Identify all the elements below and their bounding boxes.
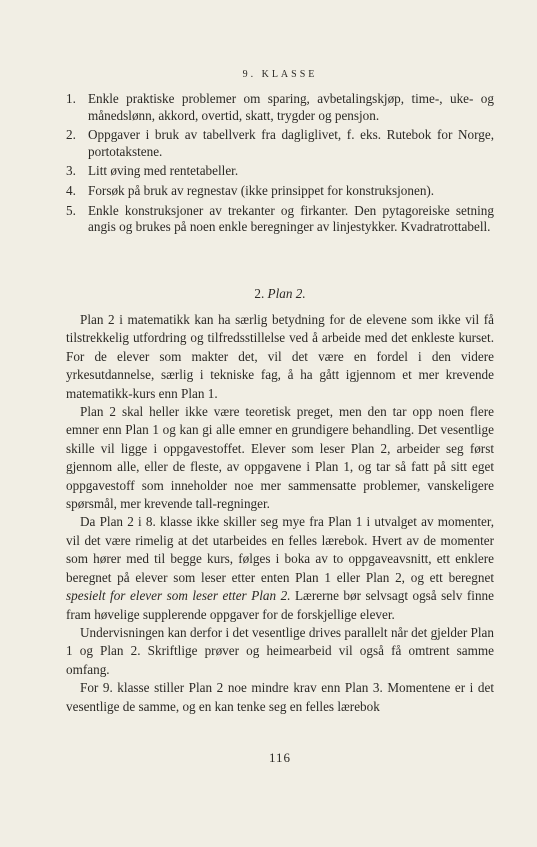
page-number: 116 <box>268 750 292 765</box>
section-heading <box>66 286 494 302</box>
list-item-number: 5. <box>66 202 76 218</box>
list-item-text: Enkle praktiske problemer om sparing, avbetalingskjøp, time-, uke- og månedslønn, akkord, overtid, skatt, trygder og pensjon. <box>88 91 494 123</box>
paragraph <box>66 513 494 623</box>
running-head: 9. KLASSE <box>242 69 318 80</box>
book-page <box>66 0 494 847</box>
list-item <box>66 127 494 160</box>
list-item <box>66 91 494 124</box>
topic-list <box>66 91 494 239</box>
section-title: Plan 2. <box>267 286 306 301</box>
body-text <box>66 311 494 716</box>
list-item-number: 4. <box>66 182 76 198</box>
list-item-number: 2. <box>66 127 76 143</box>
paragraph: Undervisningen kan derfor i det vesentlige drives parallelt når det gjelder Plan 1 og Plan 2. Skriftlige prøver og heimearbeid vil også få omtrent samme omfang. <box>66 624 494 677</box>
list-item <box>66 183 494 200</box>
list-item <box>66 203 494 236</box>
list-item-number: 1. <box>66 91 76 106</box>
list-item-text: Litt øving med rentetabeller. <box>88 163 239 179</box>
list-item <box>66 163 494 180</box>
emphasis-text: spesielt for elever som leser etter Plan 2. <box>66 588 291 604</box>
paragraph-text: Da Plan 2 i 8. klasse ikke skiller seg mye fra Plan 1 i utvalget av momenter, vil det være rimelig at det utarbeides en felles lærebok. Hvert av de momenter som hører med til begge kurs, følges i boka av to oppgaveavsnitt, ett enklere beregnet på elever som leser etter enten Plan 1 eller Plan 2, og ett beregnet <box>66 514 494 585</box>
paragraph: Plan 2 i matematikk kan ha særlig betydning for de elevene som ikke vil få tilstrekkelig utfordring og tilfredsstillelse ved å arbeide med det enkleste kurset. For de elever som makter det, vil det være en fordel i den videre yrkesutdannelse, særlig i tekniske fag, å ha gått igjennom et mer krevende matematikk-kurs enn Plan 1. <box>66 312 494 401</box>
list-item-text: Forsøk på bruk av regnestav (ikke prinsippet for konstruksjonen). <box>88 182 435 198</box>
paragraph: For 9. klasse stiller Plan 2 noe mindre krav enn Plan 3. Momentene er i det vesentlige de samme, og en kan tenke seg en felles lærebok <box>66 680 494 714</box>
paragraph-text: Lærerne bør selvsagt også selv finne fram høvelige supplerende oppgaver for de forskjellige elever. <box>66 588 494 622</box>
paragraph: Plan 2 skal heller ikke være teoretisk preget, men den tar opp noen flere emner enn Plan 1 og kan gi alle emner en grundigere behandling. Det vesentlige skille vil ligge i oppgavestoffet. Elever som leser Plan 2, arbeider seg først gjennom alle, eller de fleste, av oppgavene i Plan 1, og tar så fatt på sitt eget oppgavestoff som inneholder noe mer sammensatte problemer, vanskeligere spørsmål, mer krevende tall-regninger. <box>66 404 494 512</box>
list-item-text: Oppgaver i bruk av tabellverk fra dagliglivet, f. eks. Rutebok for Norge, portotakstene. <box>88 127 494 159</box>
list-item-text: Enkle konstruksjoner av trekanter og firkanter. Den pytagoreiske setning angis og brukes på noen enkle beregninger av linjestykker. Kvadratrottabell. <box>88 202 494 235</box>
section-number: 2. <box>254 286 265 301</box>
list-item-number: 3. <box>66 163 76 179</box>
